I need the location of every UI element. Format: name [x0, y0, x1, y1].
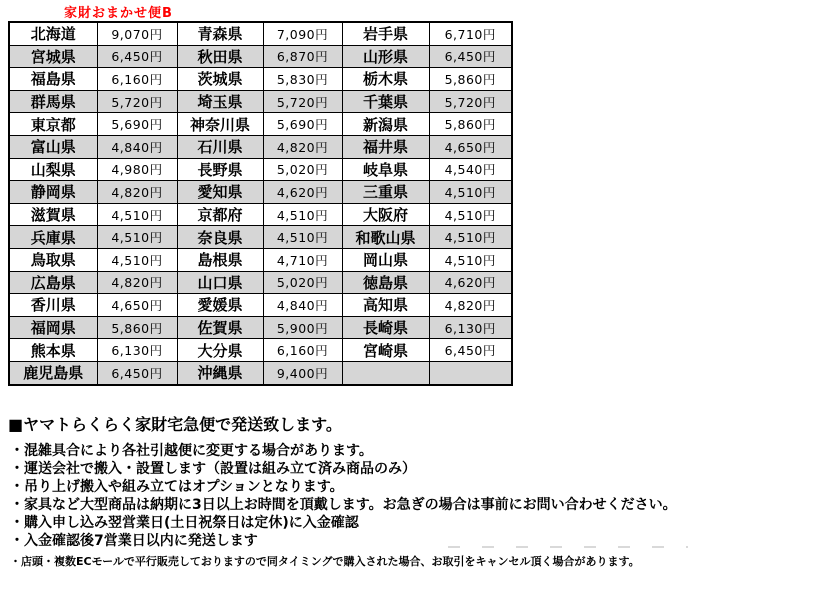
shipping-notes-list — [8, 442, 818, 550]
prefecture-cell: 北海道 — [9, 22, 97, 45]
prefecture-cell: 山形県 — [342, 45, 429, 68]
prefecture-cell: 熊本県 — [9, 339, 97, 362]
prefecture-cell: 石川県 — [177, 135, 263, 158]
prefecture-cell: 愛媛県 — [177, 294, 263, 317]
price-cell: 4,820円 — [263, 135, 342, 158]
table-row — [9, 361, 512, 384]
prefecture-cell: 山梨県 — [9, 158, 97, 181]
prefecture-cell: 長崎県 — [342, 316, 429, 339]
prefecture-cell: 群馬県 — [9, 90, 97, 113]
prefecture-cell: 沖縄県 — [177, 361, 263, 384]
price-cell: 5,830円 — [263, 68, 342, 91]
shipping-plan-title: 家財おまかせ便B — [64, 6, 173, 21]
prefecture-cell — [342, 361, 429, 384]
table-row — [9, 113, 512, 136]
price-cell: 7,090円 — [263, 22, 342, 45]
shipping-small-note: ・店頭・複数ECモールで平行販売しておりますので同タイミングで購入された場合、お取引をキャンセル頂く場合があります。 — [10, 555, 640, 568]
price-cell: 9,070円 — [97, 22, 177, 45]
prefecture-cell: 佐賀県 — [177, 316, 263, 339]
price-cell: 4,820円 — [97, 271, 177, 294]
prefecture-cell: 福岡県 — [9, 316, 97, 339]
price-cell: 5,720円 — [97, 90, 177, 113]
price-cell: 4,510円 — [429, 248, 512, 271]
table-row — [9, 68, 512, 91]
prefecture-cell: 富山県 — [9, 135, 97, 158]
prefecture-cell: 岡山県 — [342, 248, 429, 271]
prefecture-cell: 岩手県 — [342, 22, 429, 45]
prefecture-cell: 東京都 — [9, 113, 97, 136]
prefecture-cell: 栃木県 — [342, 68, 429, 91]
price-cell: 6,870円 — [263, 45, 342, 68]
price-cell: 6,450円 — [97, 45, 177, 68]
prefecture-cell: 愛知県 — [177, 181, 263, 204]
prefecture-cell: 静岡県 — [9, 181, 97, 204]
price-cell: 4,840円 — [97, 135, 177, 158]
price-cell: 5,720円 — [263, 90, 342, 113]
table-row — [9, 45, 512, 68]
prefecture-cell: 宮城県 — [9, 45, 97, 68]
prefecture-cell: 香川県 — [9, 294, 97, 317]
price-cell: 4,710円 — [263, 248, 342, 271]
prefecture-cell: 岐阜県 — [342, 158, 429, 181]
price-cell: 4,650円 — [97, 294, 177, 317]
price-cell: 4,510円 — [263, 203, 342, 226]
price-cell: 6,710円 — [429, 22, 512, 45]
price-cell: 4,510円 — [97, 203, 177, 226]
note-line: ・家具など大型商品は納期に3日以上お時間を頂戴します。お急ぎの場合は事前にお問い合わせください。 — [10, 497, 677, 513]
price-cell: 5,900円 — [263, 316, 342, 339]
prefecture-cell: 宮崎県 — [342, 339, 429, 362]
table-row — [9, 22, 512, 45]
faint-ghost-marks — [448, 546, 688, 548]
price-cell: 4,510円 — [97, 226, 177, 249]
prefecture-cell: 大阪府 — [342, 203, 429, 226]
prefecture-cell: 和歌山県 — [342, 226, 429, 249]
price-cell: 6,450円 — [429, 339, 512, 362]
price-cell: 4,510円 — [429, 203, 512, 226]
prefecture-cell: 千葉県 — [342, 90, 429, 113]
prefecture-cell: 徳島県 — [342, 271, 429, 294]
prefecture-cell: 兵庫県 — [9, 226, 97, 249]
prefecture-cell: 三重県 — [342, 181, 429, 204]
prefecture-cell: 埼玉県 — [177, 90, 263, 113]
prefecture-cell: 滋賀県 — [9, 203, 97, 226]
prefecture-cell: 新潟県 — [342, 113, 429, 136]
price-cell: 4,980円 — [97, 158, 177, 181]
note-line: ・購入申し込み翌営業日(土日祝祭日は定休)に入金確認 — [10, 515, 359, 531]
shipping-notes — [8, 414, 818, 569]
fee-table-body — [9, 22, 512, 385]
price-cell: 6,450円 — [97, 361, 177, 384]
table-row — [9, 316, 512, 339]
prefecture-cell: 広島県 — [9, 271, 97, 294]
price-cell: 4,620円 — [429, 271, 512, 294]
shipping-notes-heading: ■ヤマトらくらく家財宅急便で発送致します。 — [8, 415, 342, 434]
table-row — [9, 158, 512, 181]
table-row — [9, 203, 512, 226]
price-cell: 5,720円 — [429, 90, 512, 113]
table-row — [9, 135, 512, 158]
prefecture-cell: 高知県 — [342, 294, 429, 317]
price-cell: 5,020円 — [263, 158, 342, 181]
price-cell: 4,540円 — [429, 158, 512, 181]
shipping-fee-table — [8, 21, 513, 386]
price-cell: 5,020円 — [263, 271, 342, 294]
prefecture-cell: 福井県 — [342, 135, 429, 158]
prefecture-cell: 鹿児島県 — [9, 361, 97, 384]
prefecture-cell: 鳥取県 — [9, 248, 97, 271]
price-cell — [429, 361, 512, 384]
note-line: ・運送会社で搬入・設置します（設置は組み立て済み商品のみ） — [10, 461, 416, 477]
table-row — [9, 339, 512, 362]
price-cell: 4,510円 — [97, 248, 177, 271]
note-line: ・入金確認後7営業日以内に発送します — [10, 533, 258, 549]
prefecture-cell: 福島県 — [9, 68, 97, 91]
prefecture-cell: 青森県 — [177, 22, 263, 45]
prefecture-cell: 大分県 — [177, 339, 263, 362]
price-cell: 4,820円 — [429, 294, 512, 317]
prefecture-cell: 山口県 — [177, 271, 263, 294]
prefecture-cell: 奈良県 — [177, 226, 263, 249]
price-cell: 6,160円 — [97, 68, 177, 91]
price-cell: 4,510円 — [429, 226, 512, 249]
price-cell: 5,690円 — [97, 113, 177, 136]
prefecture-cell: 茨城県 — [177, 68, 263, 91]
table-row — [9, 294, 512, 317]
price-cell: 5,690円 — [263, 113, 342, 136]
price-cell: 6,130円 — [97, 339, 177, 362]
table-row — [9, 271, 512, 294]
prefecture-cell: 秋田県 — [177, 45, 263, 68]
prefecture-cell: 長野県 — [177, 158, 263, 181]
table-row — [9, 90, 512, 113]
table-row — [9, 248, 512, 271]
price-cell: 6,160円 — [263, 339, 342, 362]
note-line: ・吊り上げ搬入や組み立てはオプションとなります。 — [10, 479, 344, 495]
price-cell: 6,450円 — [429, 45, 512, 68]
price-cell: 5,860円 — [97, 316, 177, 339]
price-cell: 9,400円 — [263, 361, 342, 384]
price-cell: 4,840円 — [263, 294, 342, 317]
table-row — [9, 181, 512, 204]
price-cell: 6,130円 — [429, 316, 512, 339]
table-row — [9, 226, 512, 249]
note-line: ・混雑具合により各社引越便に変更する場合があります。 — [10, 443, 373, 459]
price-cell: 4,510円 — [429, 181, 512, 204]
price-cell: 5,860円 — [429, 113, 512, 136]
price-cell: 4,650円 — [429, 135, 512, 158]
price-cell: 4,510円 — [263, 226, 342, 249]
prefecture-cell: 神奈川県 — [177, 113, 263, 136]
price-cell: 5,860円 — [429, 68, 512, 91]
price-cell: 4,620円 — [263, 181, 342, 204]
prefecture-cell: 京都府 — [177, 203, 263, 226]
price-cell: 4,820円 — [97, 181, 177, 204]
prefecture-cell: 島根県 — [177, 248, 263, 271]
